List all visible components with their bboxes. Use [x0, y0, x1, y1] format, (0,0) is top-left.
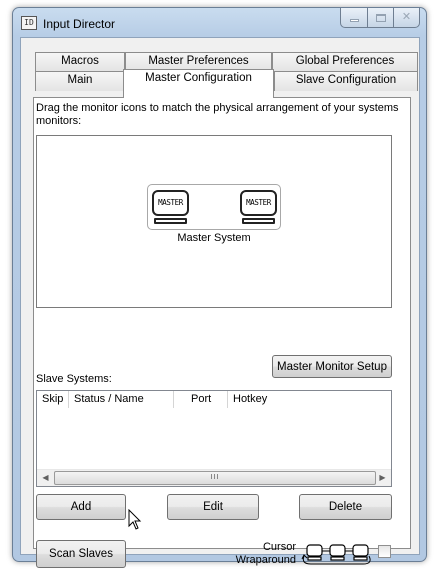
- client-area: [20, 37, 420, 566]
- master-system-label: Master System: [177, 232, 251, 244]
- tab-main[interactable]: Main: [35, 71, 125, 91]
- minimize-button[interactable]: [340, 8, 367, 28]
- column-header-hotkey[interactable]: Hotkey: [228, 391, 392, 408]
- window-title: Input Director: [43, 17, 116, 31]
- cursor-wraparound-icon: [297, 542, 377, 568]
- maximize-icon: [376, 14, 386, 22]
- scan-slaves-button[interactable]: Scan Slaves: [36, 540, 126, 568]
- close-button[interactable]: [393, 8, 420, 28]
- master-monitor-2[interactable]: [239, 190, 279, 225]
- caption-buttons: [340, 8, 420, 28]
- tab-global-preferences[interactable]: Global Preferences: [272, 52, 418, 71]
- master-monitor-1[interactable]: [151, 190, 191, 225]
- column-header-skip[interactable]: Skip: [37, 391, 69, 408]
- minimize-icon: [350, 19, 359, 22]
- column-header-port[interactable]: Port: [174, 391, 228, 408]
- edit-button[interactable]: Edit: [167, 494, 259, 520]
- cursor-wraparound-label: [230, 541, 296, 567]
- cursor-wraparound-label-line1: Cursor: [262, 541, 296, 553]
- tab-master-configuration[interactable]: Master Configuration: [123, 69, 274, 98]
- mouse-pointer-icon: [128, 509, 142, 531]
- app-window: [12, 7, 427, 566]
- master-system-group[interactable]: [147, 184, 281, 230]
- master-monitor-setup-button[interactable]: Master Monitor Setup: [272, 355, 392, 378]
- arrangement-instructions: Drag the monitor icons to match the physical arrangement of your systems monitors:: [36, 102, 399, 127]
- delete-button[interactable]: Delete: [299, 494, 392, 520]
- horizontal-scrollbar[interactable]: [37, 469, 391, 486]
- monitor-screen: MASTER: [152, 190, 189, 216]
- close-icon: ✕: [401, 11, 412, 23]
- monitor-stand: [242, 218, 275, 224]
- tab-macros[interactable]: Macros: [35, 52, 125, 71]
- tab-slave-configuration[interactable]: Slave Configuration: [274, 71, 418, 91]
- add-button[interactable]: Add: [36, 494, 126, 520]
- master-configuration-panel: [33, 97, 411, 566]
- slave-systems-label: Slave Systems:: [36, 373, 112, 385]
- title-bar[interactable]: [13, 8, 426, 36]
- slave-systems-list[interactable]: [36, 390, 392, 487]
- maximize-button[interactable]: [367, 8, 393, 28]
- cursor-wraparound-checkbox[interactable]: [378, 545, 391, 558]
- list-header: [37, 391, 391, 408]
- monitor-screen: MASTER: [240, 190, 277, 216]
- monitor-stand: [154, 218, 187, 224]
- arrow-left-icon[interactable]: ◀: [42, 473, 49, 482]
- arrow-right-icon[interactable]: ▶: [379, 473, 386, 482]
- cursor-wraparound-label-line2: Wraparound: [235, 554, 296, 566]
- input-director-app-icon[interactable]: ID: [21, 16, 37, 30]
- tab-master-preferences[interactable]: Master Preferences: [125, 52, 272, 71]
- monitor-arrangement-area[interactable]: [36, 135, 392, 308]
- column-header-status-name[interactable]: Status / Name: [69, 391, 174, 408]
- scrollbar-thumb[interactable]: III: [54, 471, 376, 485]
